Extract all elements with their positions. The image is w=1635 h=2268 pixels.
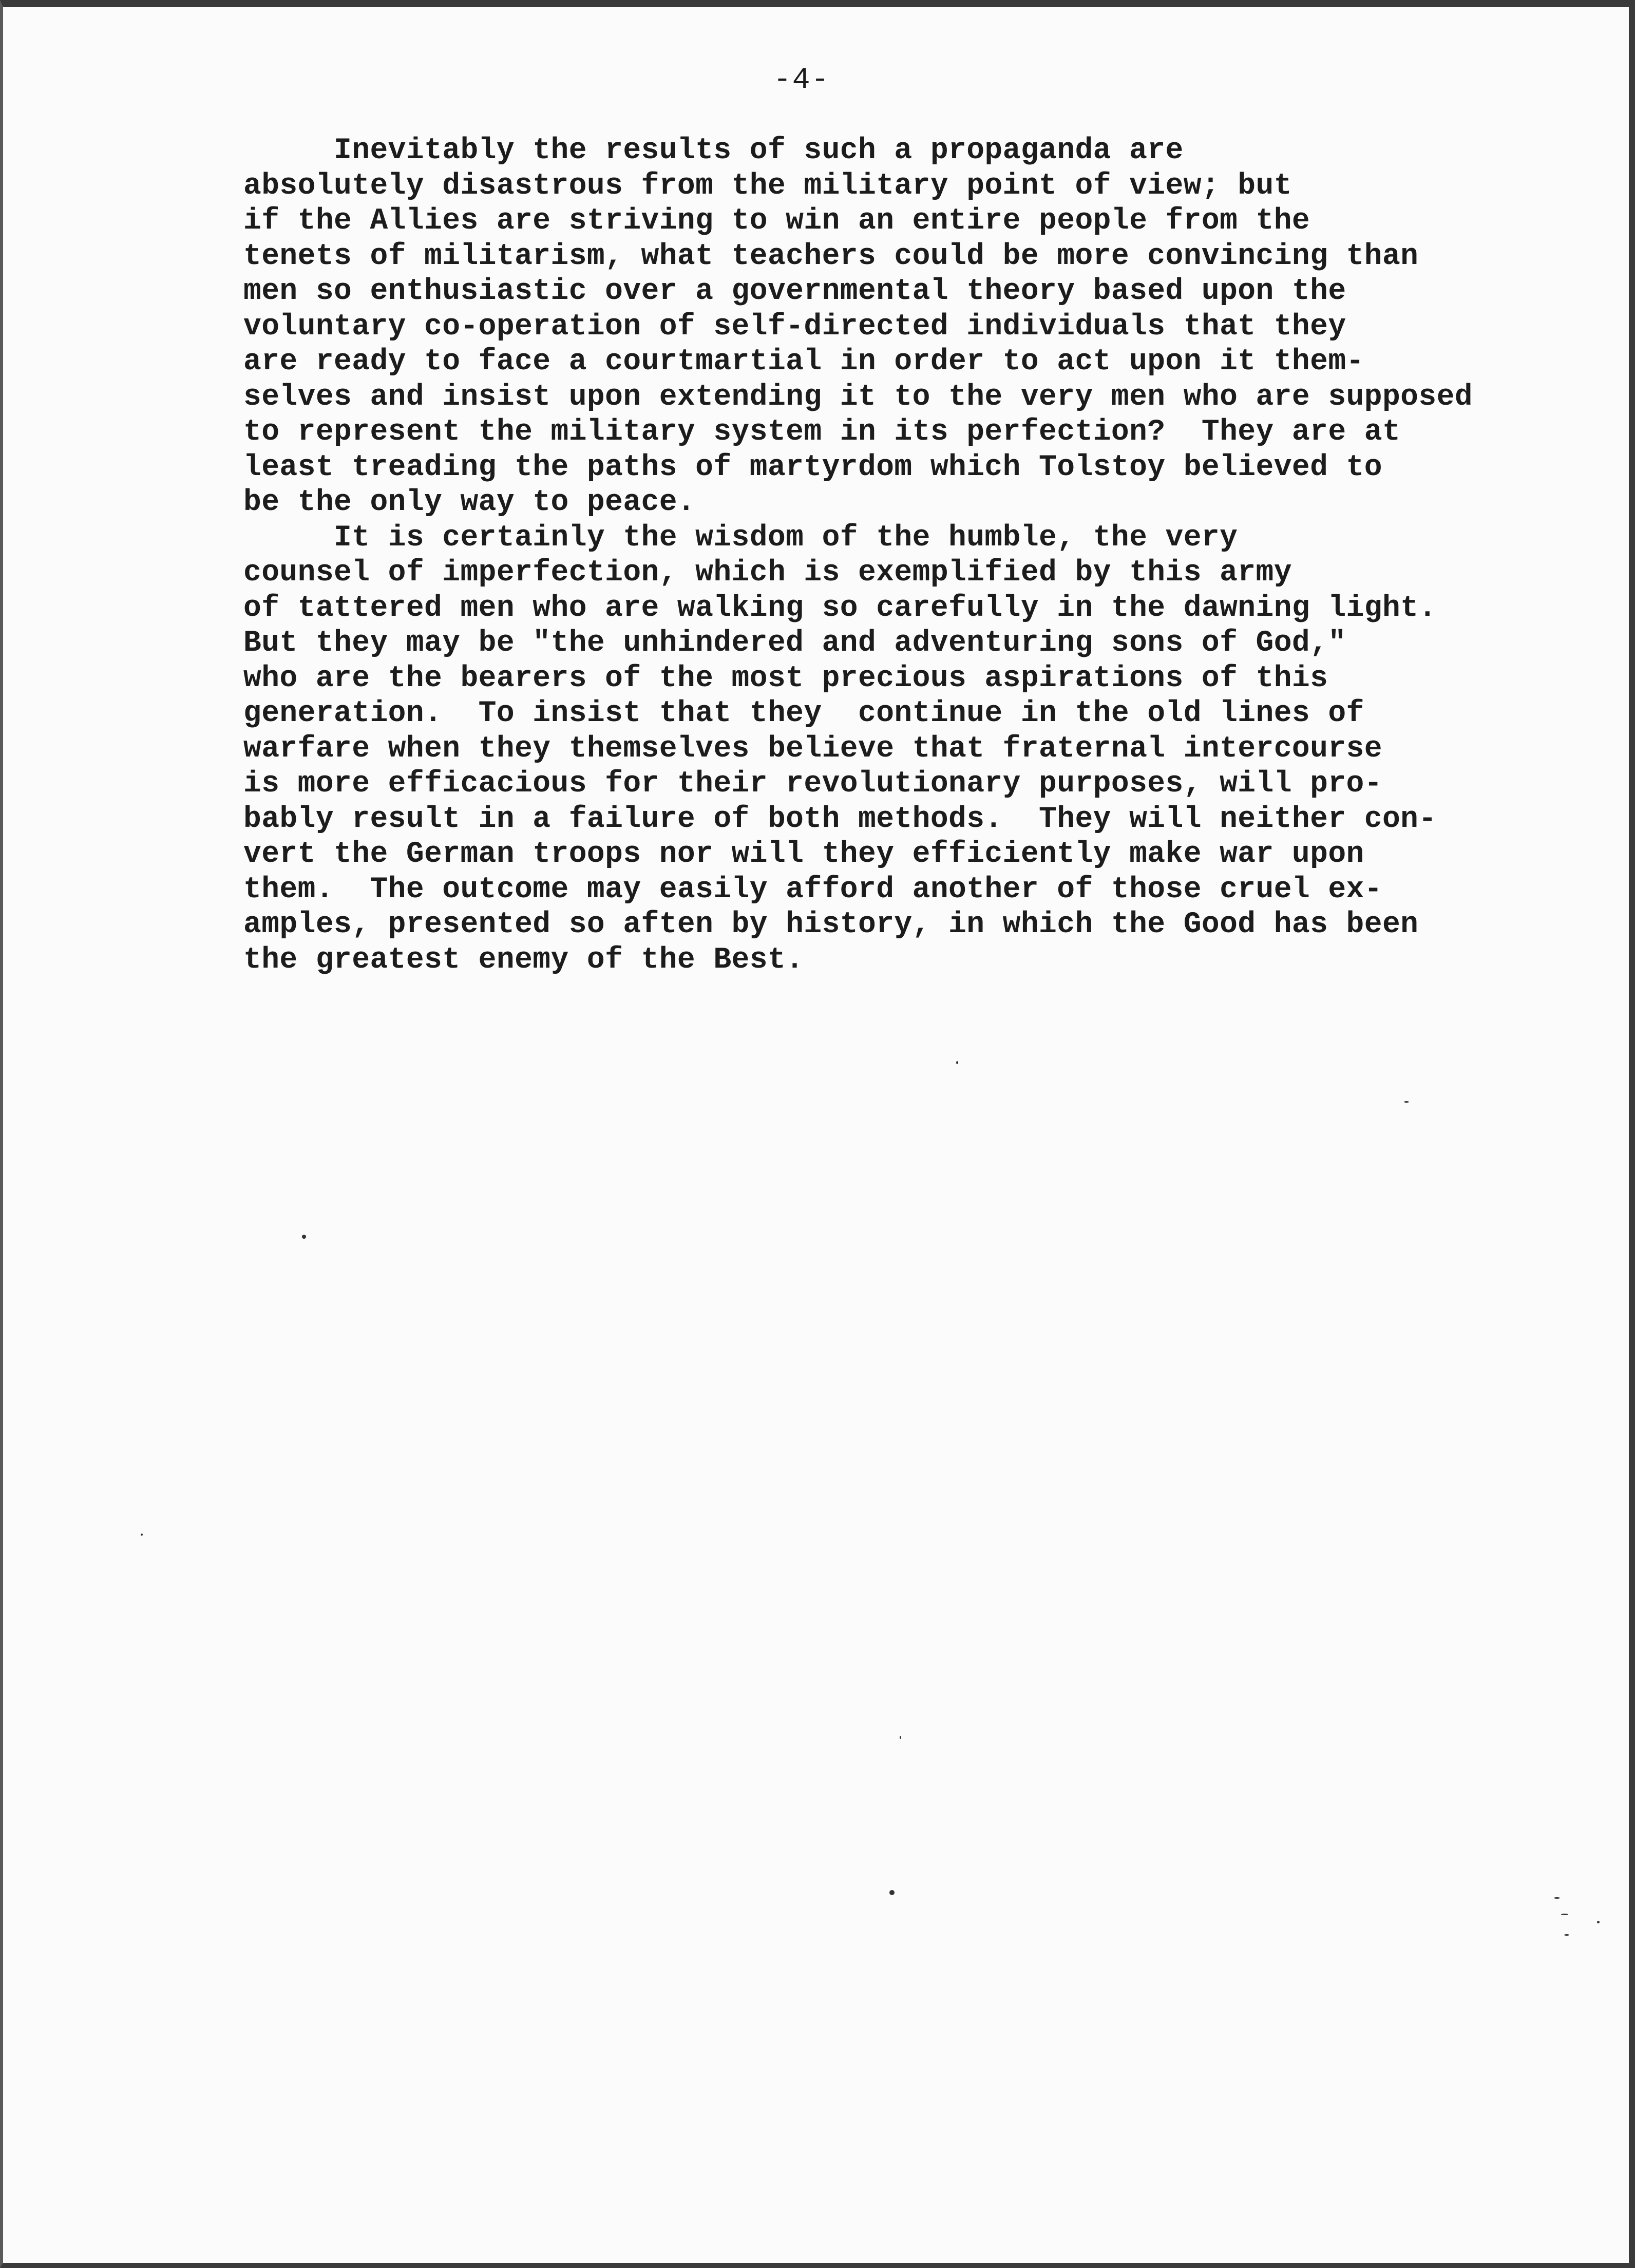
body-text <box>243 134 1558 978</box>
text-line: vert the German troops nor will they efficiently make war upon <box>243 838 1364 871</box>
text-line: voluntary co-operation of self-directed individuals that they <box>243 310 1346 344</box>
paragraph-2 <box>243 521 1558 978</box>
scan-speck <box>1554 1897 1560 1899</box>
scan-speck <box>1564 1934 1569 1936</box>
text-line: them. The outcome may easily afford another of those cruel ex- <box>243 873 1382 906</box>
paragraph-1 <box>243 134 1558 521</box>
text-line: It is certainly the wisdom of the humble, the very <box>243 521 1238 555</box>
scan-speck <box>141 1534 143 1536</box>
text-line: of tattered men who are walking so carefully in the dawning light. <box>243 591 1437 625</box>
scan-speck <box>1404 1101 1409 1103</box>
scan-speck <box>956 1061 958 1064</box>
text-line: the greatest enemy of the Best. <box>243 943 804 977</box>
document-page <box>3 7 1629 2263</box>
scan-speck <box>302 1235 306 1239</box>
scan-speck <box>889 1890 895 1895</box>
page-number: -4- <box>773 64 830 97</box>
text-line: absolutely disastrous from the military point of view; but <box>243 169 1292 203</box>
text-line: who are the bearers of the most precious aspirations of this <box>243 662 1328 695</box>
text-line: to represent the military system in its perfection? They are at <box>243 415 1401 449</box>
text-line: are ready to face a courtmartial in order to act upon it them- <box>243 345 1364 379</box>
text-line: Inevitably the results of such a propaganda are <box>243 134 1184 167</box>
text-line: generation. To insist that they continue in the old lines of <box>243 697 1364 730</box>
scan-speck <box>900 1736 901 1739</box>
text-line: if the Allies are striving to win an entire people from the <box>243 204 1310 238</box>
text-line: selves and insist upon extending it to the very men who are supposed <box>243 380 1473 414</box>
text-line: amples, presented so aften by history, in which the Good has been <box>243 908 1419 941</box>
text-line: counsel of imperfection, which is exemplified by this army <box>243 556 1292 590</box>
text-line: bably result in a failure of both methods. They will neither con- <box>243 802 1437 836</box>
text-line: is more efficacious for their revolutionary purposes, will pro- <box>243 767 1382 801</box>
scan-speck <box>1597 1921 1600 1923</box>
text-line: But they may be "the unhindered and adventuring sons of God," <box>243 627 1346 660</box>
text-line: men so enthusiastic over a governmental theory based upon the <box>243 275 1346 308</box>
text-line: be the only way to peace. <box>243 486 696 519</box>
text-line: tenets of militarism, what teachers could be more convincing than <box>243 239 1419 273</box>
scan-speck <box>1561 1914 1568 1915</box>
text-line: warfare when they themselves believe that fraternal intercourse <box>243 732 1382 766</box>
text-line: least treading the paths of martyrdom which Tolstoy believed to <box>243 450 1382 484</box>
